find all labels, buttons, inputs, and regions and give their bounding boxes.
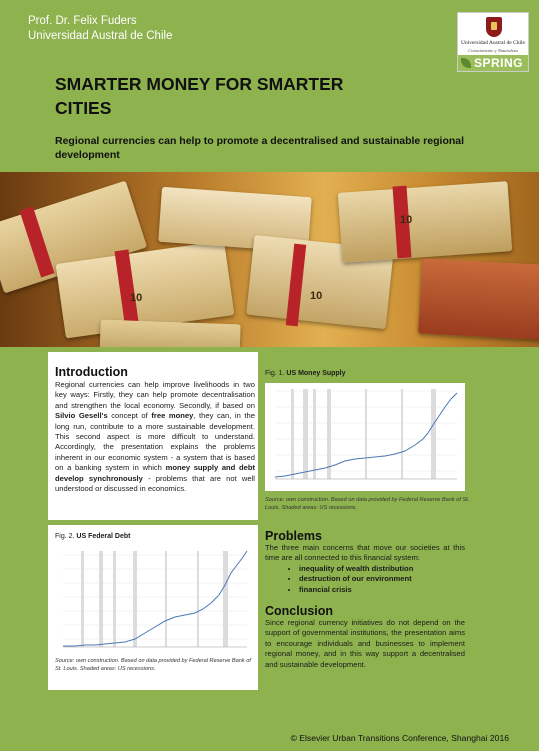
- fig1-source: Source: own construction. Based on data provided by Federal Reserve Bank of St. Louis. Shaded areas: US recessions.: [265, 497, 470, 511]
- fig1-label: Fig. 1.: [265, 370, 285, 377]
- logo-name: Universidad Austral de Chile: [460, 40, 525, 46]
- title-line-2: CITIES: [55, 98, 112, 118]
- fig1-recessions: [291, 389, 436, 479]
- intro-text-part: , they can, in the long run, contribute to a more sustainable development. This second aspect is more difficult to understand. Accordingly, the presentation explains the problems inherent in our economic system - a system that is based on a banking system in which: [55, 411, 255, 473]
- problems-list: [265, 564, 499, 595]
- title-line-1: SMARTER MONEY FOR SMARTER: [55, 74, 344, 94]
- fig2-chart-svg: [55, 547, 253, 657]
- fig2-recessions: [81, 551, 228, 647]
- conclusion-text: Since regional currency initiatives do not depend on the support of governmental institutions, the presentation aims to encourage individuals and businesses to implement regional money, and in this way support a decentralised and sustainable development.: [265, 618, 465, 669]
- fig2-source: Source: own construction. Based on data provided by Federal Reserve Bank of St. Louis. Shaded areas: US recessions.: [55, 658, 251, 672]
- intro-text-part: concept of: [107, 411, 152, 421]
- poster-title: [55, 72, 375, 120]
- author-name: Prof. Dr. Felix Fuders: [28, 15, 137, 27]
- introduction-heading: Introduction: [55, 365, 128, 379]
- poster-subtitle: Regional currencies can help to promote a decentralised and sustainable regional development: [55, 135, 465, 161]
- spring-logo-text: SPRING: [474, 56, 524, 70]
- logo-motto: Conocimiento y Naturaleza: [468, 48, 518, 53]
- intro-text-part: Regional currencies can help improve livelihoods in two key ways: Firstly, they can help promote decentralisation and strengthen the local economy. Secondly, if based on: [55, 380, 255, 410]
- problems-text: The three main concerns that move our societies at this time are all connected to this financial system:: [265, 543, 465, 563]
- list-item: • financial crisis: [299, 585, 499, 595]
- intro-bold-free-money: free money: [151, 411, 194, 421]
- fig1-title: US Money Supply: [286, 370, 346, 377]
- fig2-label: Fig. 2.: [55, 533, 75, 540]
- introduction-text: [55, 380, 255, 494]
- fig2-title: US Federal Debt: [76, 533, 131, 540]
- banknote-label: 10: [130, 292, 143, 304]
- fig2-line: [63, 551, 247, 646]
- list-item: • inequality of wealth distribution: [299, 564, 499, 574]
- introduction-panel: [48, 352, 258, 520]
- leaf-icon: [461, 58, 471, 68]
- crest-icon: [486, 17, 502, 37]
- conclusion-heading: Conclusion: [265, 604, 334, 618]
- fig2-grid: [63, 555, 247, 639]
- intro-bold-gesell: Silvio Gesell's: [55, 411, 108, 421]
- author-block: [28, 14, 172, 44]
- intro-bold-money-debt: money supply and debt develop synchronously: [55, 463, 255, 483]
- banknotes-photo: [0, 172, 539, 347]
- university-logo: [457, 12, 529, 72]
- banknote-label: 10: [400, 214, 413, 226]
- footer-copyright: © Elsevier Urban Transitions Conference, Shanghai 2016: [290, 733, 509, 743]
- problems-heading: Problems: [265, 529, 322, 543]
- fig1-caption: [265, 370, 346, 377]
- fig2-caption: [55, 533, 130, 540]
- banknote-label: 10: [310, 290, 323, 302]
- fig1-chart: [265, 383, 465, 491]
- spring-logo: [458, 55, 528, 71]
- fig1-chart-svg: [265, 383, 465, 491]
- author-affiliation: Universidad Austral de Chile: [28, 30, 173, 42]
- list-item: • destruction of our environment: [299, 574, 499, 584]
- intro-text-part: - problems that are not well understood or discussed in economics.: [55, 473, 255, 494]
